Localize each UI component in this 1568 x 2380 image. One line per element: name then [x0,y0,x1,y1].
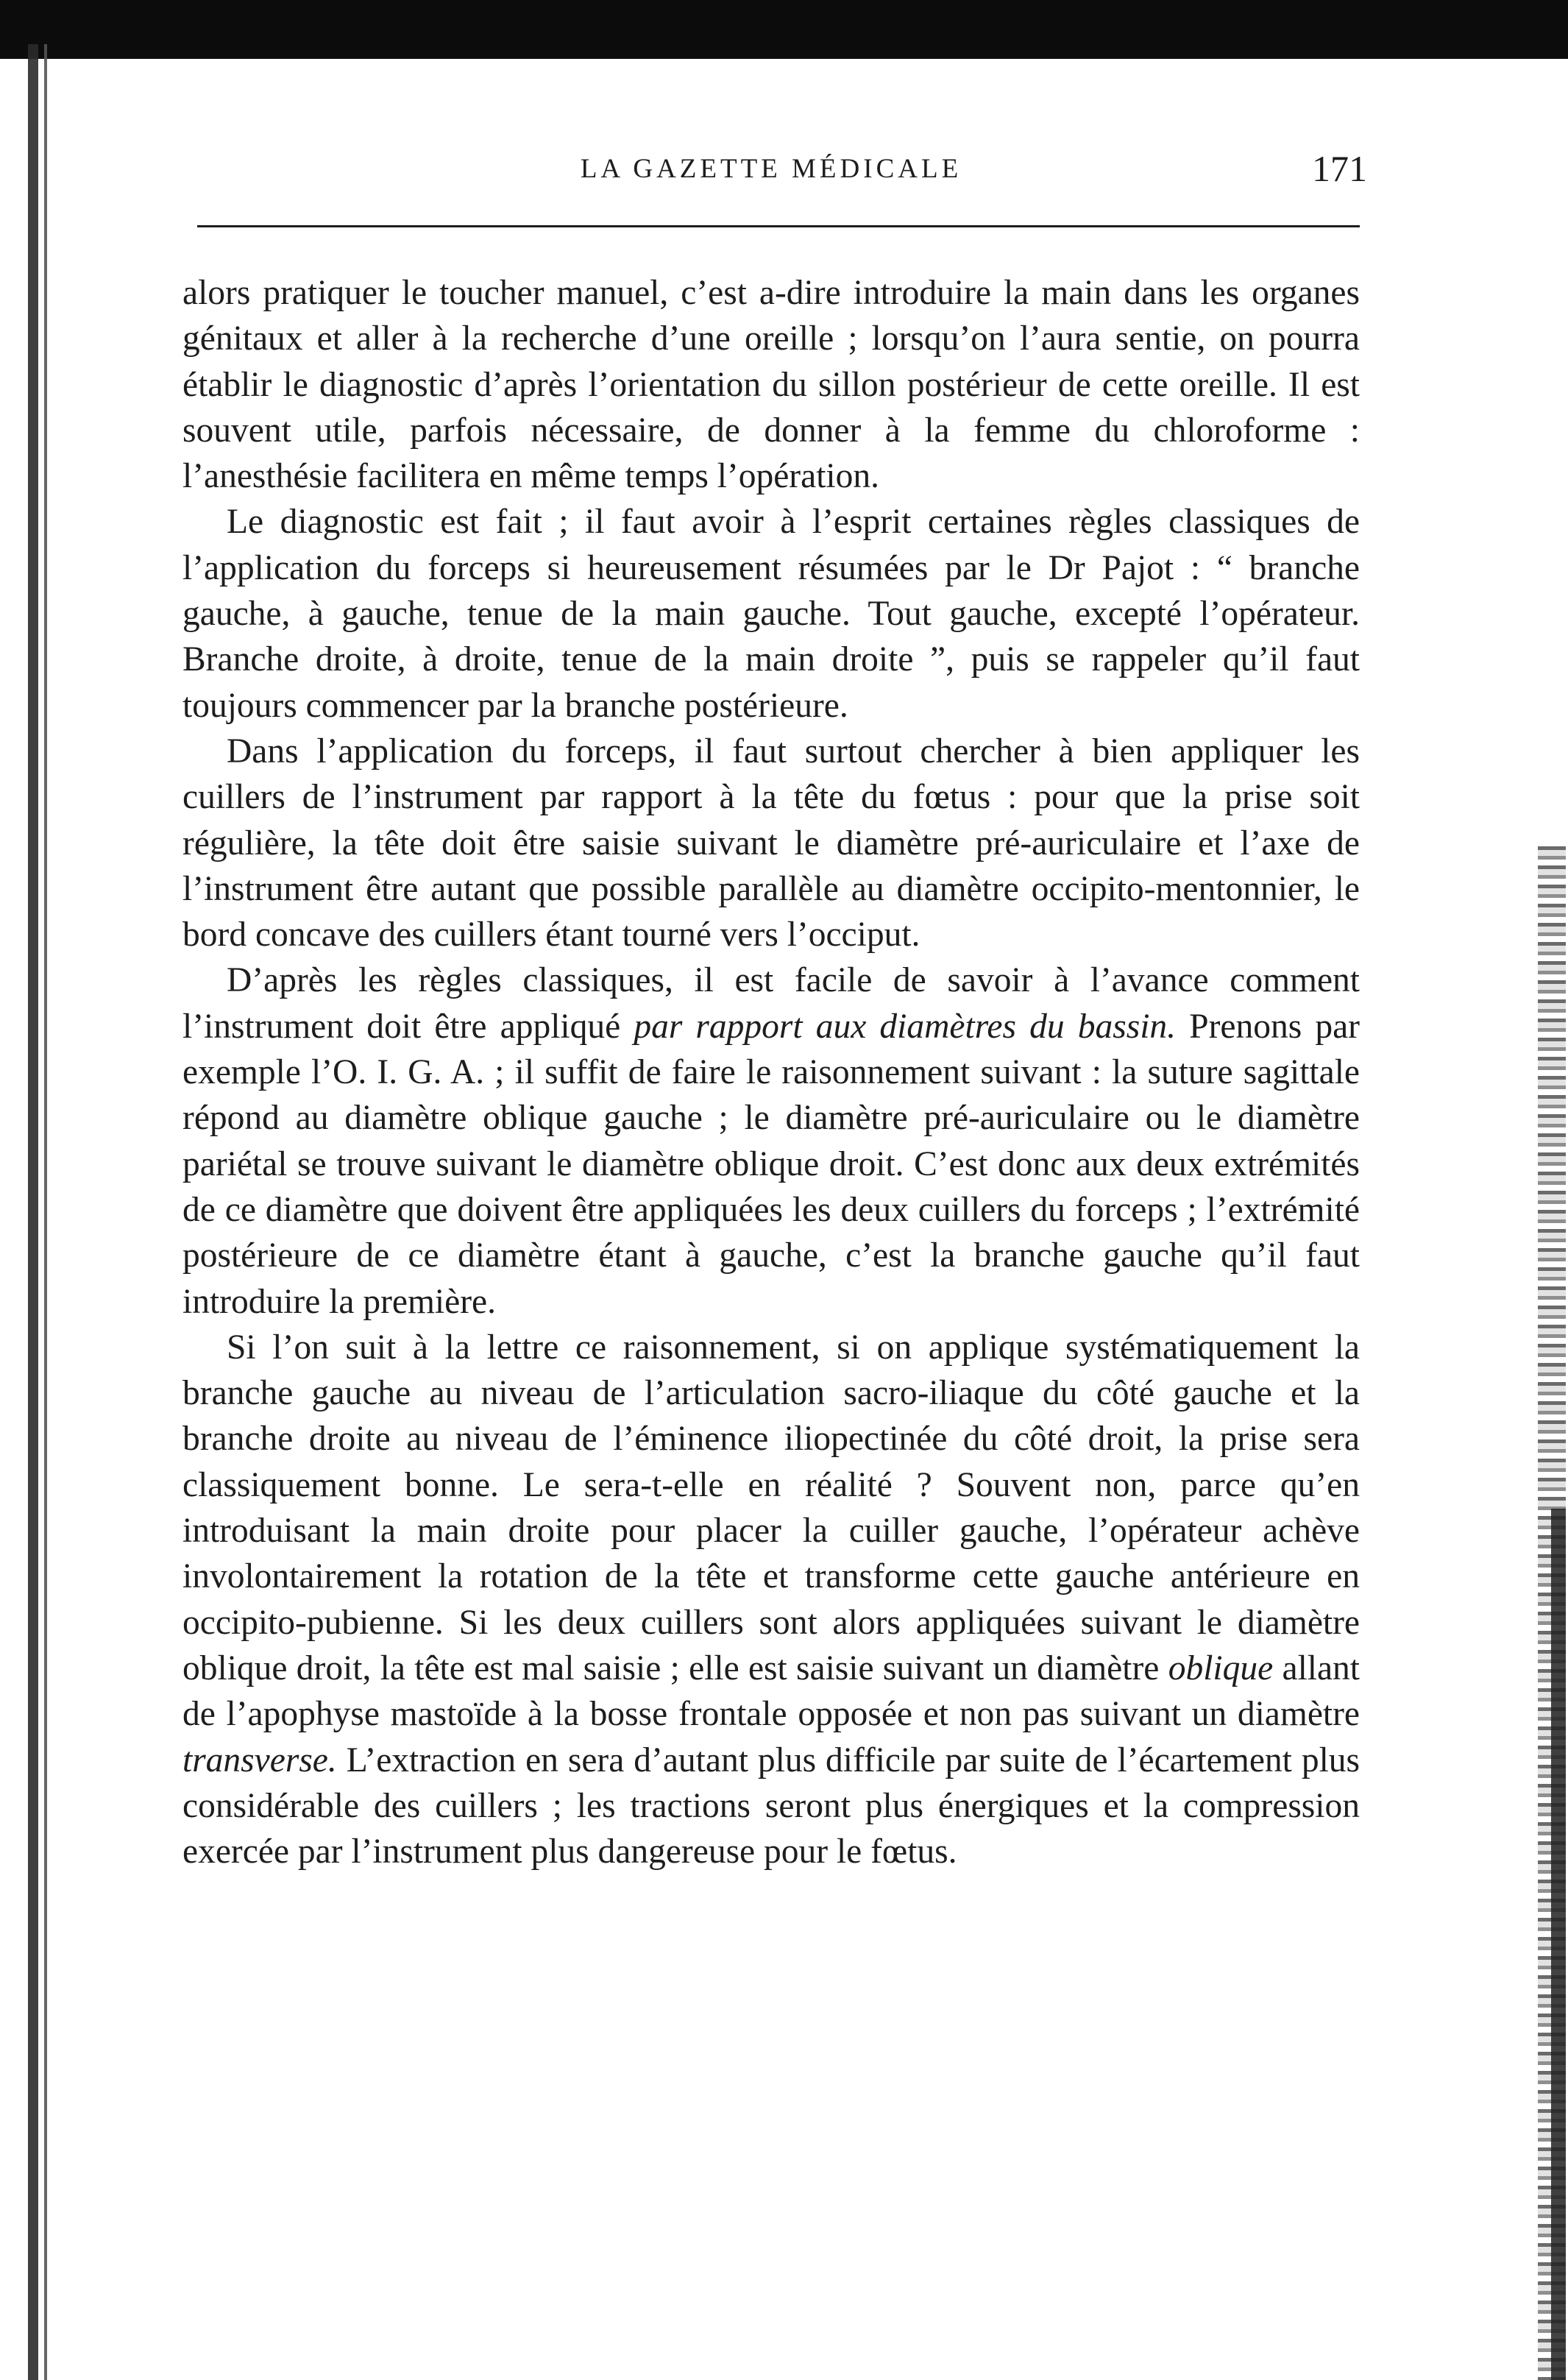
scan-top-border [0,0,1568,59]
paragraph-4-italic: par rapport aux diamètres du bassin. [634,1007,1177,1046]
paragraph-5-italic-transverse: transverse. [182,1740,337,1779]
paragraph-5-text-c: L’extraction en sera d’autant plus difficile par suite de l’écartement plus considérable des cuillers ; les tractions seront plus énergiques et la compression exercée par l’instrument plus dangereuse pour le fœtus. [182,1740,1360,1871]
paragraph-4-text-b: Prenons par exemple l’O. I. G. A. ; il suffit de faire le raisonnement suivant : la suture sagittale répond au diamètre oblique gauche ; le diamètre pré-auriculaire ou le diamètre pariétal se trouve suivant le diamètre oblique droit. C’est donc aux deux extrémités de ce diamètre que doivent être appliquées les deux cuillers du forceps ; l’extrémité postérieure de ce diamètre étant à gauche, c’est la branche gauche qu’il faut introduire la première. [182,1007,1360,1321]
paragraph-5-italic-oblique: oblique [1168,1648,1274,1687]
paragraph-2: Le diagnostic est fait ; il faut avoir à l’esprit certaines règles classiques de l’application du forceps si heureusement résumées par le Dr Pajot : “ branche gauche, à gauche, tenue de la main gauche. Tout gauche, excepté l’opérateur. Branche droite, à droite, tenue de la main droite ”, puis se rappeler qu’il faut toujours commencer par la branche postérieure. [182,503,1360,725]
paragraph-4 [182,957,1360,1324]
paragraph-3: Dans l’application du forceps, il faut surtout chercher à bien appliquer les cuillers de l’instrument par rapport à la tête du fœtus : pour que la prise soit régulière, la tête doit être saisie suivant le diamètre pré-auriculaire et l’axe de l’instrument être autant que possible parallèle au diamètre occipito-mentonnier, le bord concave des cuillers étant tourné vers l’occiput. [182,732,1360,955]
page-number: 171 [1312,148,1367,189]
paragraph-5-text-b: allant de l’apophyse mastoïde à la bosse frontale opposée et non pas suivant un diamètre [182,1648,1360,1734]
paragraph-5-text-a: Si l’on suit à la lettre ce raisonnement, si on applique systématiquement la branche gauche au niveau de l’articulation sacro-iliaque du côté gauche et la branche droite au niveau de l’éminence iliopectinée du côté droit, la prise sera classiquement bonne. Le sera-t-elle en réalité ? Souvent non, parce qu’en introduisant la main droite pour placer la cuiller gauche, l’opérateur achève involontairement la rotation de la tête et transforme cette gauche antérieure en occipito-pubienne. Si les deux cuillers sont alors appliquées suivant le diamètre oblique droit, la tête est mal saisie ; elle est saisie suivant un diamètre [182,1328,1360,1687]
paragraph-5 [182,1325,1360,1875]
book-page [182,147,1367,1874]
running-title: LA GAZETTE MÉDICALE [580,154,962,184]
scan-right-edge-shadow [1551,1509,1566,2380]
scan-left-edge [28,44,57,2380]
paragraph-4-text-a: D’après les règles classiques, il est facile de savoir à l’avance comment l’instrument doit être appliqué [182,961,1360,1046]
header-rule [197,225,1360,227]
paragraph-1: alors pratiquer le toucher manuel, c’est a-dire introduire la main dans les organes génitaux et aller à la recherche d’une oreille ; lorsqu’on l’aura sentie, on pourra établir le diagnostic d’après l’orientation du sillon postérieur de cette oreille. Il est souvent utile, parfois nécessaire, de donner à la femme du chloroforme : l’anesthésie facilitera en même temps l’opération. [182,274,1360,496]
running-head [182,147,1367,199]
body-text [182,270,1360,1874]
